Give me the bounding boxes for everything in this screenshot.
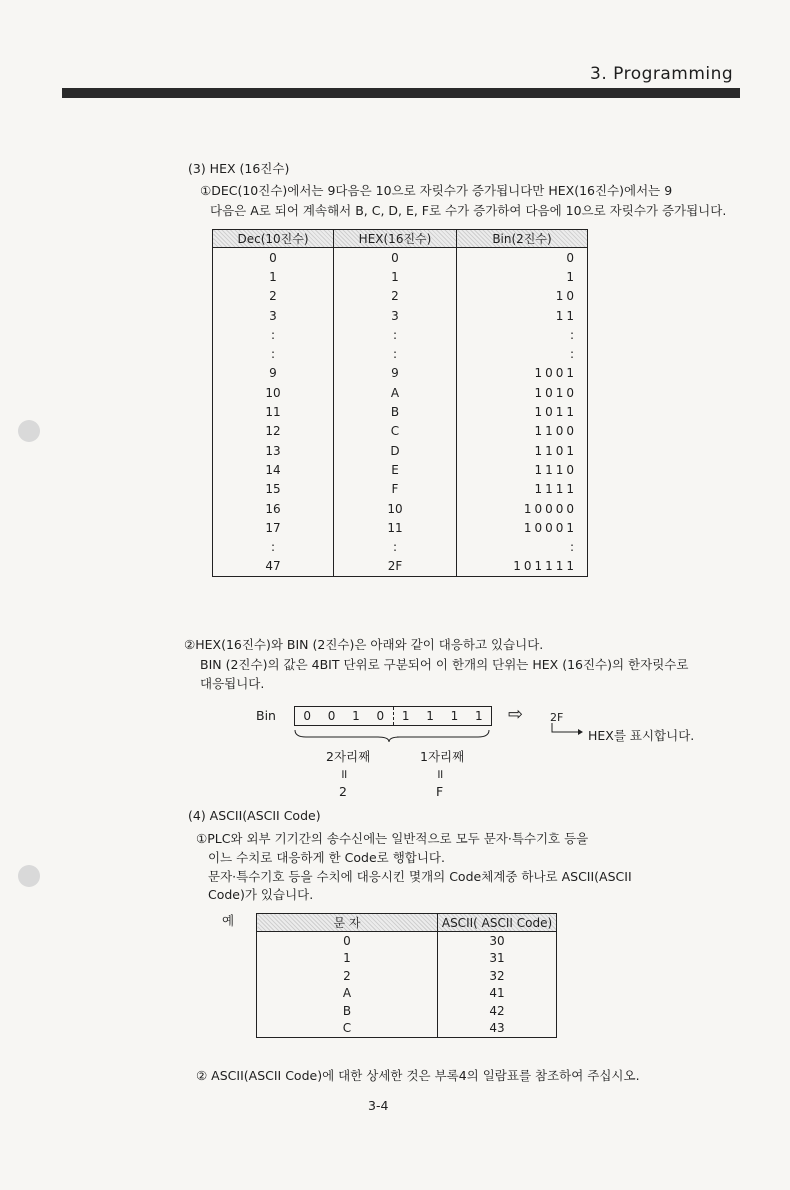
table-row: [257, 1020, 557, 1038]
example-label: 예: [222, 913, 235, 928]
dec-cell: 47: [213, 557, 334, 577]
hex-value: 2F: [550, 711, 564, 724]
dec-cell: 12: [213, 422, 334, 441]
table-row: [213, 383, 588, 402]
hex-cell: :: [334, 325, 457, 344]
column-header-bin: Bin(2진수): [457, 230, 588, 248]
dec-hex-bin-table: [212, 229, 588, 577]
table-row: [213, 537, 588, 556]
digit2-value: 2: [339, 784, 347, 799]
dec-cell: 1: [213, 267, 334, 286]
bit-digit: 0: [376, 709, 385, 723]
bin-label: Bin: [256, 708, 276, 723]
hex-cell: C: [334, 422, 457, 441]
table-row: [213, 248, 588, 268]
table-row: [257, 1002, 557, 1020]
bin-cell: :: [457, 325, 588, 344]
hex-cell: D: [334, 441, 457, 460]
ascii-code-cell: 30: [438, 932, 557, 950]
table-row: [257, 985, 557, 1003]
ascii-paragraph-line: Code)가 있습니다.: [208, 887, 314, 902]
right-arrow-icon: ⇨: [508, 704, 524, 725]
dec-cell: 10: [213, 383, 334, 402]
hex-note: HEX를 표시합니다.: [588, 728, 695, 743]
bin-cell: :: [457, 344, 588, 363]
ascii-code-cell: 41: [438, 985, 557, 1003]
bin-cell: 1101: [457, 441, 588, 460]
table-row: [257, 967, 557, 985]
dec-cell: 11: [213, 402, 334, 421]
hex-cell: 3: [334, 306, 457, 325]
table-row: [213, 518, 588, 537]
header-rule: [62, 88, 740, 98]
column-header-char: 문 자: [257, 914, 438, 932]
hex-cell: 2F: [334, 557, 457, 577]
bin-cell: :: [457, 537, 588, 556]
digit1-value: F: [436, 784, 444, 799]
dec-cell: 17: [213, 518, 334, 537]
bit-digit: 1: [426, 709, 434, 723]
chapter-title: 3. Programming: [590, 64, 734, 84]
bit-digit: 1: [474, 709, 483, 723]
equals-sign: ॥: [436, 766, 444, 781]
bin-cell: 10: [457, 287, 588, 306]
table-row: [257, 950, 557, 968]
table-row: [213, 306, 588, 325]
hex-bin-note-line: BIN (2진수)의 값은 4BIT 단위로 구분되어 이 한개의 단위는 HEX (16진수)의 한자릿수로: [200, 657, 689, 672]
bin-bit-box: [294, 706, 492, 726]
bin-cell: 10000: [457, 499, 588, 518]
char-cell: A: [257, 985, 438, 1003]
bit-digit: 1: [352, 709, 360, 723]
hex-bin-note-line: 대응됩니다.: [200, 676, 265, 691]
bin-cell: 1001: [457, 364, 588, 383]
bin-cell: 1011: [457, 402, 588, 421]
ascii-paragraph-line: 이느 수치로 대응하게 한 Code로 행합니다.: [208, 850, 445, 865]
binder-hole: [18, 865, 40, 887]
char-cell: C: [257, 1020, 438, 1038]
table-row: [213, 287, 588, 306]
char-cell: B: [257, 1002, 438, 1020]
hex-cell: A: [334, 383, 457, 402]
dec-cell: 3: [213, 306, 334, 325]
hex-cell: 2: [334, 287, 457, 306]
bit-digit: 1: [450, 709, 459, 723]
char-cell: 0: [257, 932, 438, 950]
page-number: 3-4: [368, 1098, 389, 1113]
section-heading-hex: (3) HEX (16진수): [188, 161, 290, 176]
char-cell: 1: [257, 950, 438, 968]
low-nibble: [393, 707, 492, 725]
dec-cell: 16: [213, 499, 334, 518]
char-cell: 2: [257, 967, 438, 985]
table-row: [213, 460, 588, 479]
hex-cell: 0: [334, 248, 457, 268]
dec-cell: :: [213, 537, 334, 556]
ascii-code-cell: 42: [438, 1002, 557, 1020]
hex-bin-note-line: ②HEX(16진수)와 BIN (2진수)은 아래와 같이 대응하고 있습니다.: [184, 637, 544, 652]
equals-sign: ॥: [340, 766, 348, 781]
table-row: [213, 267, 588, 286]
hex-cell: :: [334, 537, 457, 556]
ascii-paragraph-line: 문자·특수기호 등을 수치에 대응시킨 몇개의 Code체계중 하나로 ASCII(ASCII: [208, 869, 632, 884]
dec-cell: 15: [213, 480, 334, 499]
bin-cell: 1010: [457, 383, 588, 402]
hex-cell: :: [334, 344, 457, 363]
table-row: [213, 499, 588, 518]
table-row: [213, 344, 588, 363]
nibble-brackets: [292, 728, 494, 744]
table-row: [213, 325, 588, 344]
hex-cell: 1: [334, 267, 457, 286]
digit2-label: 2자리째: [326, 749, 371, 764]
hex-cell: F: [334, 480, 457, 499]
hex-cell: 9: [334, 364, 457, 383]
bin-cell: 10001: [457, 518, 588, 537]
section-heading-ascii: (4) ASCII(ASCII Code): [188, 808, 321, 823]
bin-cell: 1110: [457, 460, 588, 479]
ascii-table: [256, 913, 557, 1038]
bin-cell: 11: [457, 306, 588, 325]
bin-cell: 1: [457, 267, 588, 286]
column-header-hex: HEX(16진수): [334, 230, 457, 248]
hex-cell: 10: [334, 499, 457, 518]
pointer-arrow-icon: [548, 722, 584, 738]
table-row: [213, 402, 588, 421]
bin-cell: 1111: [457, 480, 588, 499]
dec-cell: :: [213, 344, 334, 363]
dec-cell: 0: [213, 248, 334, 268]
binder-hole: [18, 420, 40, 442]
table-row: [213, 480, 588, 499]
bit-digit: 1: [401, 709, 410, 723]
ascii-code-cell: 31: [438, 950, 557, 968]
ascii-paragraph-line: ①PLC와 외부 기기간의 송수신에는 일반적으로 모두 문자·특수기호 등을: [196, 831, 589, 846]
bin-cell: 101111: [457, 557, 588, 577]
table-row: [257, 932, 557, 950]
hex-paragraph-line: 다음은 A로 되어 계속해서 B, C, D, E, F로 수가 증가하여 다음에 10으로 자릿수가 증가됩니다.: [210, 203, 727, 218]
column-header-dec: Dec(10진수): [213, 230, 334, 248]
bit-digit: 0: [327, 709, 336, 723]
dec-cell: 14: [213, 460, 334, 479]
dec-cell: 9: [213, 364, 334, 383]
dec-cell: 2: [213, 287, 334, 306]
table-row: [213, 557, 588, 577]
hex-cell: E: [334, 460, 457, 479]
ascii-code-cell: 43: [438, 1020, 557, 1038]
column-header-ascii: ASCII( ASCII Code): [438, 914, 557, 932]
dec-cell: :: [213, 325, 334, 344]
table-row: [213, 364, 588, 383]
table-row: [213, 422, 588, 441]
ascii-code-cell: 32: [438, 967, 557, 985]
bit-digit: 0: [303, 709, 311, 723]
ascii-reference-note: ② ASCII(ASCII Code)에 대한 상세한 것은 부록4의 일람표를 참조하여 주십시오.: [196, 1068, 640, 1083]
bin-cell: 0: [457, 248, 588, 268]
hex-cell: B: [334, 402, 457, 421]
digit1-label: 1자리째: [420, 749, 465, 764]
dec-cell: 13: [213, 441, 334, 460]
hex-cell: 11: [334, 518, 457, 537]
table-row: [213, 441, 588, 460]
bin-cell: 1100: [457, 422, 588, 441]
hex-paragraph-line: ①DEC(10진수)에서는 9다음은 10으로 자릿수가 증가됩니다만 HEX(16진수)에서는 9: [200, 183, 673, 198]
high-nibble: [295, 707, 393, 725]
